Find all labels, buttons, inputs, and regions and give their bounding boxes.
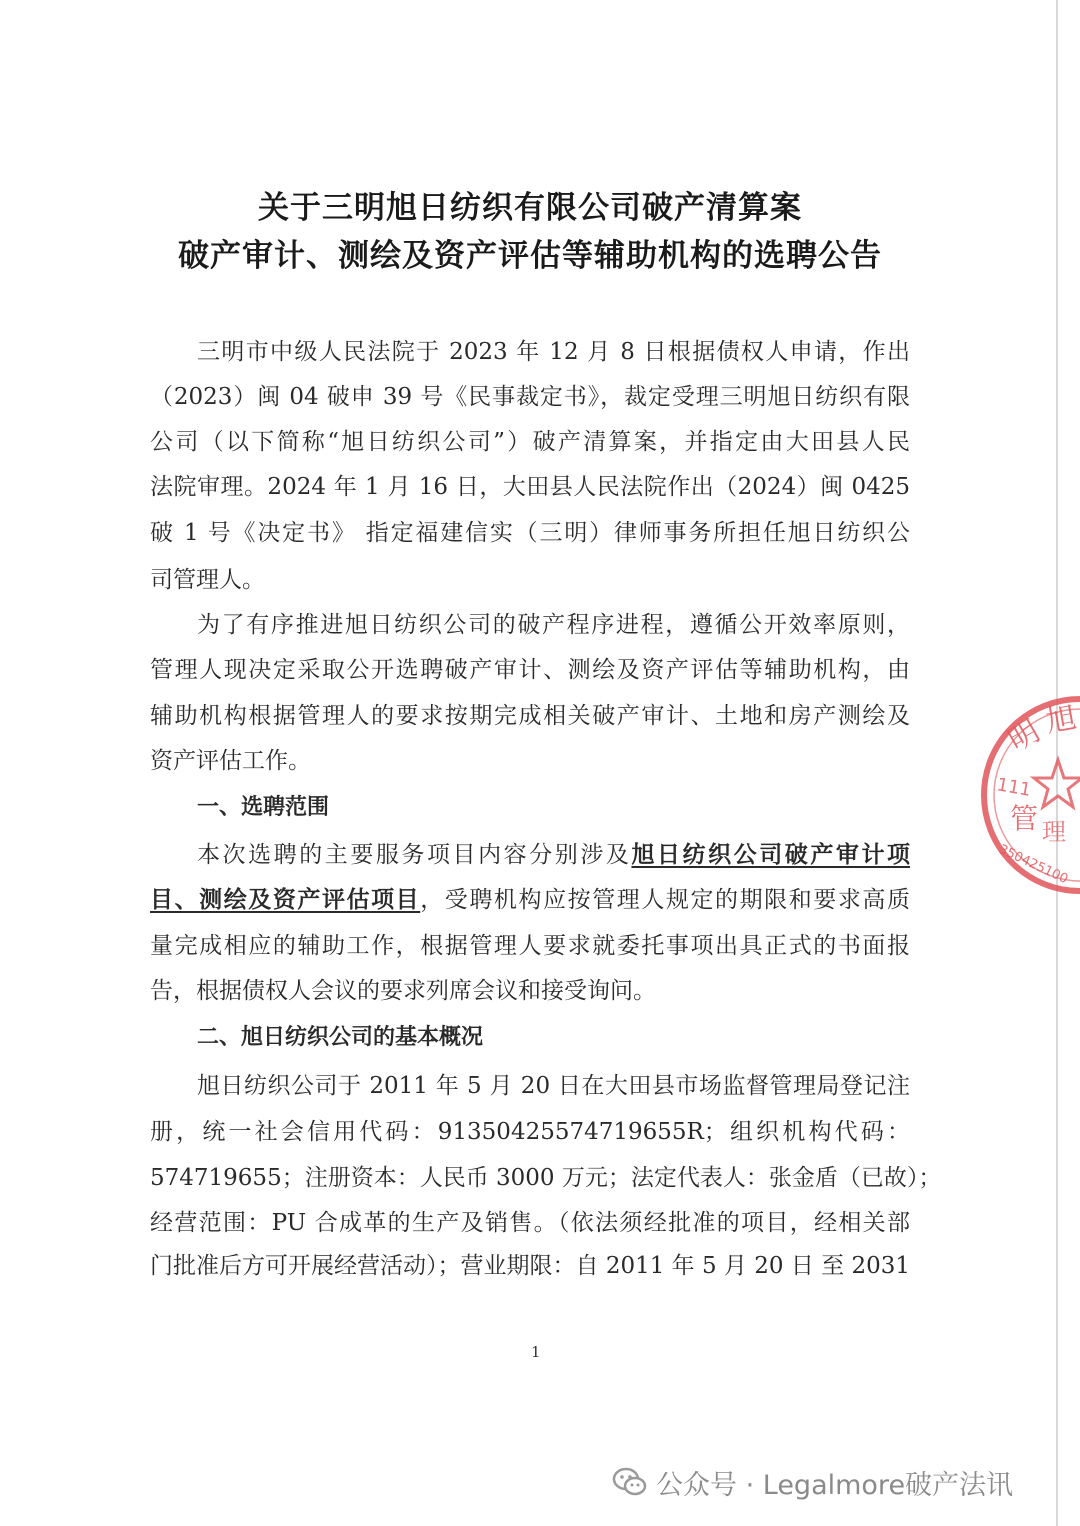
- text-line: [150, 885, 910, 915]
- text-line: 册，统一社会信用代码：91350425574719655R；组织机构代码：: [150, 1119, 910, 1145]
- page-number: 1: [531, 1343, 541, 1361]
- text-line: 破 1 号《决定书》 指定福建信实（三明）律师事务所担任旭日纺织公: [150, 520, 910, 546]
- text-line: 三明市中级人民法院于 2023 年 12 月 8 日根据债权人申请，作出: [197, 339, 910, 365]
- section-2-heading: 二、旭日纺织公司的基本概况: [197, 1025, 484, 1050]
- text-line: 资产评估工作。: [150, 748, 311, 774]
- text-span: ，受聘机构应按管理人规定的期限和要求高质: [420, 887, 911, 913]
- section-1-heading: 一、选聘范围: [197, 795, 330, 820]
- text-line: [197, 840, 910, 870]
- text-line: 574719655；注册资本：人民币 3000 万元；法定代表人：张金盾（已故）；: [150, 1165, 942, 1191]
- document-title-line-2: 破产审计、测绘及资产评估等辅助机构的选聘公告: [178, 238, 882, 274]
- text-line: 告，根据债权人会议的要求列席会议和接受询问。: [150, 978, 656, 1004]
- text-line: 法院审理。2024 年 1 月 16 日，大田县人民法院作出（2024）闽 0425: [150, 474, 910, 500]
- text-line: 门批准后方可开展经营活动）；营业期限：自 2011 年 5 月 20 日 至 2031: [150, 1253, 910, 1279]
- svg-text:管: 管: [1010, 802, 1039, 835]
- svg-text:111: 111: [995, 774, 1033, 801]
- wechat-icon: [612, 1466, 648, 1498]
- svg-text:350425100: 350425100: [996, 842, 1071, 888]
- svg-text:旭: 旭: [1043, 700, 1079, 740]
- text-line: 辅助机构根据管理人的要求按期完成相关破产审计、土地和房产测绘及: [150, 703, 910, 729]
- text-line: 司管理人。: [150, 567, 265, 593]
- text-span: 本次选聘的主要服务项目内容分别涉及: [197, 842, 632, 868]
- text-line: 为了有序推进旭日纺织公司的破产程序进程，遵循公开效率原则，: [197, 612, 910, 638]
- watermark-text: 公众号 · Legalmore破产法讯: [656, 1469, 1014, 1501]
- document-title-line-1: 关于三明旭日纺织有限公司破产清算案: [258, 190, 802, 226]
- svg-text:理: 理: [1042, 818, 1066, 846]
- underlined-project-text: 旭日纺织公司破产审计项: [631, 842, 911, 868]
- text-line: 旭日纺织公司于 2011 年 5 月 20 日在大田县市场监督管理局登记注: [197, 1073, 910, 1099]
- text-line: 公司（以下简称“旭日纺织公司”）破产清算案，并指定由大田县人民: [150, 429, 910, 455]
- text-line: （2023）闽 04 破申 39 号《民事裁定书》，裁定受理三明旭日纺织有限: [150, 384, 910, 410]
- text-line: 管理人现决定采取公开选聘破产审计、测绘及资产评估等辅助机构，由: [150, 657, 910, 683]
- watermark: [612, 1462, 1013, 1502]
- svg-text:明: 明: [1002, 713, 1046, 759]
- text-line: 经营范围：PU 合成革的生产及销售。（依法须经批准的项目，经相关部: [150, 1210, 910, 1236]
- official-seal: [978, 690, 1080, 900]
- underlined-project-text: 目、测绘及资产评估项目: [150, 887, 421, 913]
- text-line: 量完成相应的辅助工作，根据管理人要求就委托事项出具正式的书面报: [150, 933, 910, 959]
